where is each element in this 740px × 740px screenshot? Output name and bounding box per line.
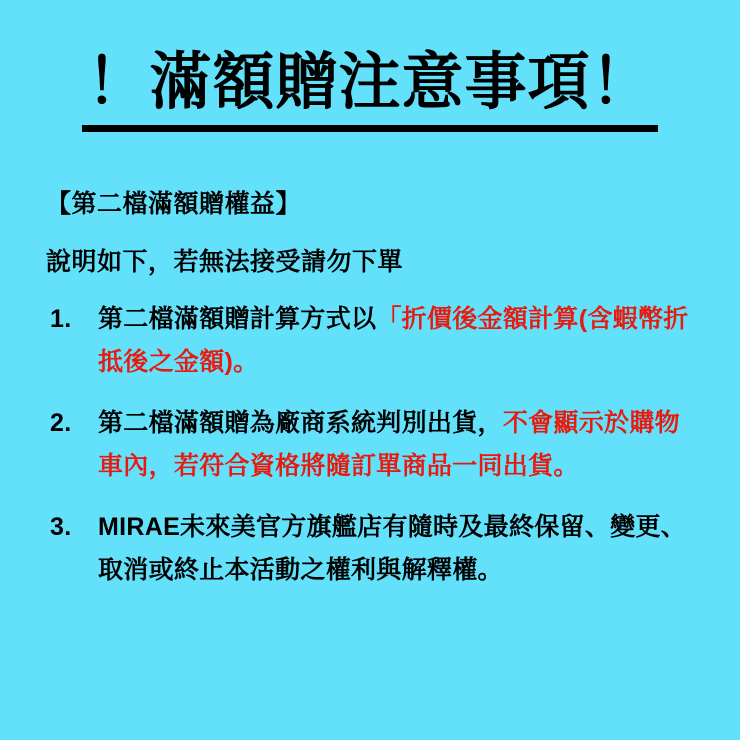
list-item-number: 2.: [50, 409, 72, 438]
list-item-text-plain: 第二檔滿額贈計算方式以: [98, 305, 377, 334]
page-title: ！滿額贈注意事項！: [82, 50, 657, 132]
list-item-text-highlight: 不會顯示於購物車內，若符合資格將隨訂單商品一同出貨。: [98, 409, 680, 481]
list-item-number: 1.: [50, 305, 72, 334]
body-block: [0, 184, 740, 592]
list-item-text-highlight: 「折價後金額計算(含蝦幣折抵後之金額)。: [98, 305, 689, 377]
list-item: [46, 402, 694, 488]
section-subtitle: 【第二檔滿額贈權益】: [46, 190, 302, 219]
list-item-text-plain: MIRAE未來美官方旗艦店有隨時及最終保留、變更、取消或終止本活動之權利與解釋權。: [98, 513, 687, 585]
list-item-number: 3.: [50, 513, 72, 542]
list-item: [46, 506, 694, 592]
list-item: [46, 298, 694, 384]
lead-text: 說明如下，若無法接受請勿下單: [46, 248, 404, 277]
list-item-text-plain: 第二檔滿額贈為廠商系統判別出貨，: [98, 409, 503, 438]
title-block: [0, 0, 740, 132]
notice-list: [46, 298, 694, 592]
